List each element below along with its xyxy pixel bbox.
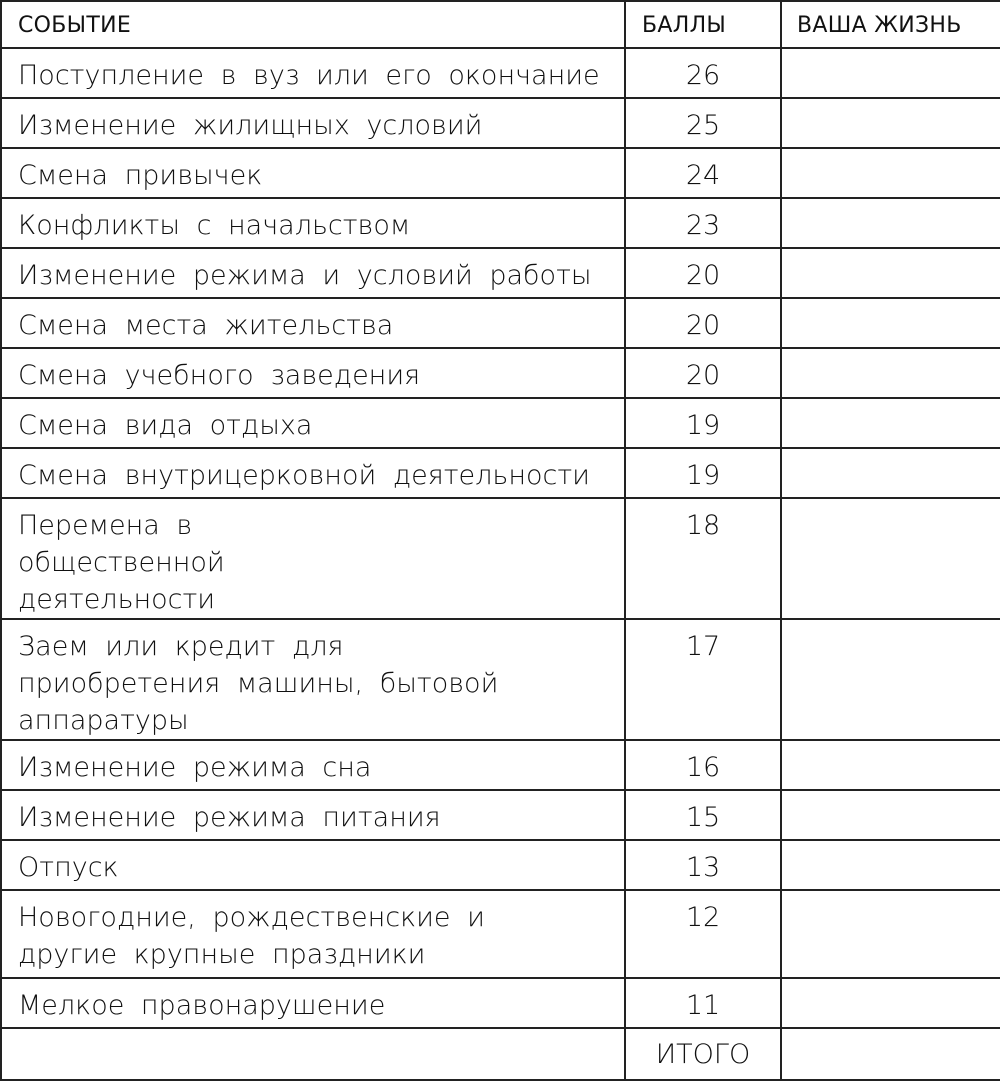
- table-row: [1, 740, 1000, 790]
- total-row: [1, 1028, 1000, 1080]
- points-cell: 26: [625, 48, 781, 98]
- your-life-cell[interactable]: [781, 840, 1000, 890]
- table-row: [1, 890, 1000, 978]
- your-life-cell[interactable]: [781, 98, 1000, 148]
- table-row: [1, 840, 1000, 890]
- your-life-cell[interactable]: [781, 48, 1000, 98]
- points-cell: 16: [625, 740, 781, 790]
- your-life-cell[interactable]: [781, 448, 1000, 498]
- table-row: [1, 448, 1000, 498]
- table-row: [1, 48, 1000, 98]
- event-cell: Заем или кредит для приобретения машины, бытовой аппаратуры: [1, 619, 625, 740]
- event-cell: Смена привычек: [1, 148, 625, 198]
- table-row: [1, 348, 1000, 398]
- table-row: [1, 198, 1000, 248]
- event-cell: Смена вида отдыха: [1, 398, 625, 448]
- table-row: [1, 248, 1000, 298]
- your-life-cell[interactable]: [781, 498, 1000, 619]
- points-cell: 23: [625, 198, 781, 248]
- event-cell: Новогодние, рождественские и другие крупные праздники: [1, 890, 625, 978]
- event-cell: Перемена в общественной деятельности: [1, 498, 625, 619]
- event-cell: Смена внутрицерковной деятельности: [1, 448, 625, 498]
- table-row: [1, 298, 1000, 348]
- event-cell: Поступление в вуз или его окончание: [1, 48, 625, 98]
- points-cell: 19: [625, 398, 781, 448]
- event-cell: Конфликты с начальством: [1, 198, 625, 248]
- your-life-cell[interactable]: [781, 619, 1000, 740]
- table-row: [1, 148, 1000, 198]
- points-cell: 15: [625, 790, 781, 840]
- points-cell: 13: [625, 840, 781, 890]
- points-cell: 12: [625, 890, 781, 978]
- event-cell: Мелкое правонарушение: [1, 978, 625, 1028]
- header-your-life: ВАША ЖИЗНЬ: [781, 1, 1000, 48]
- event-cell: Изменение жилищных условий: [1, 98, 625, 148]
- table-header-row: [1, 1, 1000, 48]
- table-row: [1, 790, 1000, 840]
- event-cell: Смена учебного заведения: [1, 348, 625, 398]
- points-cell: 17: [625, 619, 781, 740]
- total-label: ИТОГО: [625, 1028, 781, 1080]
- points-cell: 24: [625, 148, 781, 198]
- table-row: [1, 619, 1000, 740]
- header-event: СОБЫТИЕ: [1, 1, 625, 48]
- table-row: [1, 98, 1000, 148]
- your-life-cell[interactable]: [781, 348, 1000, 398]
- table-row: [1, 498, 1000, 619]
- your-life-cell[interactable]: [781, 740, 1000, 790]
- your-life-cell[interactable]: [781, 198, 1000, 248]
- your-life-cell[interactable]: [781, 398, 1000, 448]
- your-life-cell[interactable]: [781, 890, 1000, 978]
- your-life-cell[interactable]: [781, 248, 1000, 298]
- event-cell: Изменение режима и условий работы: [1, 248, 625, 298]
- event-cell: Изменение режима питания: [1, 790, 625, 840]
- your-life-cell[interactable]: [781, 148, 1000, 198]
- your-life-cell[interactable]: [781, 298, 1000, 348]
- total-your-life-cell[interactable]: [781, 1028, 1000, 1080]
- points-cell: 25: [625, 98, 781, 148]
- points-cell: 20: [625, 248, 781, 298]
- points-cell: 11: [625, 978, 781, 1028]
- points-cell: 19: [625, 448, 781, 498]
- event-cell: Отпуск: [1, 840, 625, 890]
- your-life-cell[interactable]: [781, 790, 1000, 840]
- header-points: БАЛЛЫ: [625, 1, 781, 48]
- event-cell: Смена места жительства: [1, 298, 625, 348]
- your-life-cell[interactable]: [781, 978, 1000, 1028]
- event-cell: Изменение режима сна: [1, 740, 625, 790]
- points-cell: 20: [625, 348, 781, 398]
- table-row: [1, 398, 1000, 448]
- points-cell: 18: [625, 498, 781, 619]
- points-cell: 20: [625, 298, 781, 348]
- table-row: [1, 978, 1000, 1028]
- total-empty-cell: [1, 1028, 625, 1080]
